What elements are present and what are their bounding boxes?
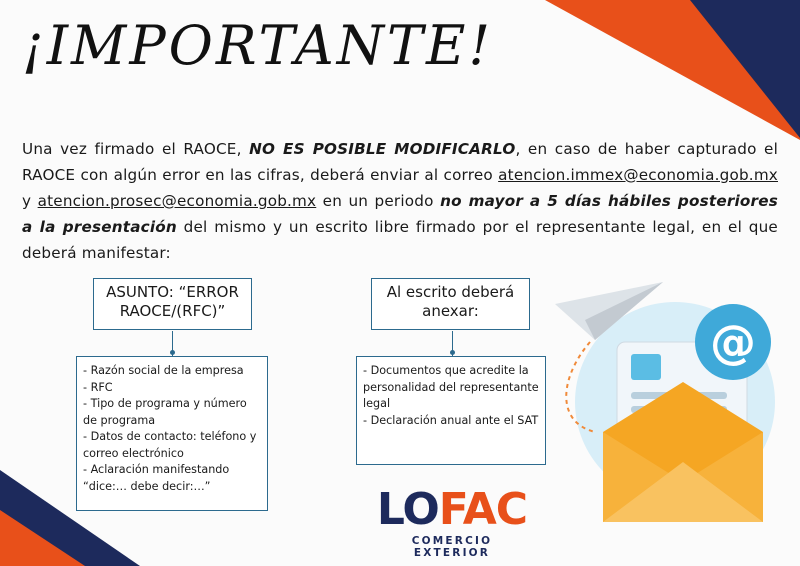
right-list-item: - Declaración anual ante el SAT [363, 413, 539, 427]
email-link-immex[interactable]: atencion.immex@economia.gob.mx [498, 166, 778, 184]
body-text-3: y [22, 192, 38, 210]
body-text-2: , en caso de haber capturado el RAOCE con algún error en las cifras, deberá enviar al correo [22, 140, 778, 184]
email-envelope-illustration [555, 282, 785, 532]
left-header-line1: ASUNTO: “ERROR [106, 283, 239, 301]
right-header-line1: Al escrito deberá [386, 283, 515, 301]
left-connector-dot [170, 350, 175, 355]
left-header-box [93, 278, 252, 330]
right-list-box [356, 356, 546, 465]
page-title: ¡IMPORTANTE! [22, 14, 494, 77]
logo-brand [376, 484, 528, 535]
logo-subtitle: COMERCIO EXTERIOR [411, 535, 493, 559]
logo-brand-right: FAC [438, 484, 528, 535]
right-connector-dot [450, 350, 455, 355]
left-list-item: - RFC [83, 380, 113, 394]
right-header-line2: anexar: [422, 302, 479, 320]
left-list-box [76, 356, 268, 511]
left-list-item: - Datos de contacto: teléfono y correo electrónico [83, 430, 257, 460]
logo-brand-left: LO [376, 484, 439, 535]
left-list-item: - Tipo de programa y número de programa [83, 397, 247, 427]
body-text-4: en un periodo [316, 192, 441, 210]
right-list-item: - Documentos que acredite la personalidad del representante legal [363, 364, 539, 410]
body-bold-2: no mayor a 5 días hábiles posteriores a la presentación [22, 192, 778, 236]
left-header-line2: RAOCE/(RFC)” [119, 302, 226, 320]
body-text-1: Una vez firmado el RAOCE, [22, 140, 250, 158]
lofac-logo [376, 484, 528, 559]
body-paragraph [22, 136, 778, 266]
left-list-item: - Razón social de la empresa [83, 364, 244, 377]
left-list-item: - Aclaración manifestando “dice:… debe decir:…” [83, 463, 230, 493]
body-text-5: del mismo y un escrito libre firmado por el representante legal, en el que deberá manifestar: [22, 218, 778, 262]
svg-text:@: @ [710, 315, 756, 369]
right-header-box [371, 278, 530, 330]
email-link-prosec[interactable]: atencion.prosec@economia.gob.mx [37, 192, 317, 210]
body-bold-1: NO ES POSIBLE MODIFICARLO [249, 140, 516, 158]
